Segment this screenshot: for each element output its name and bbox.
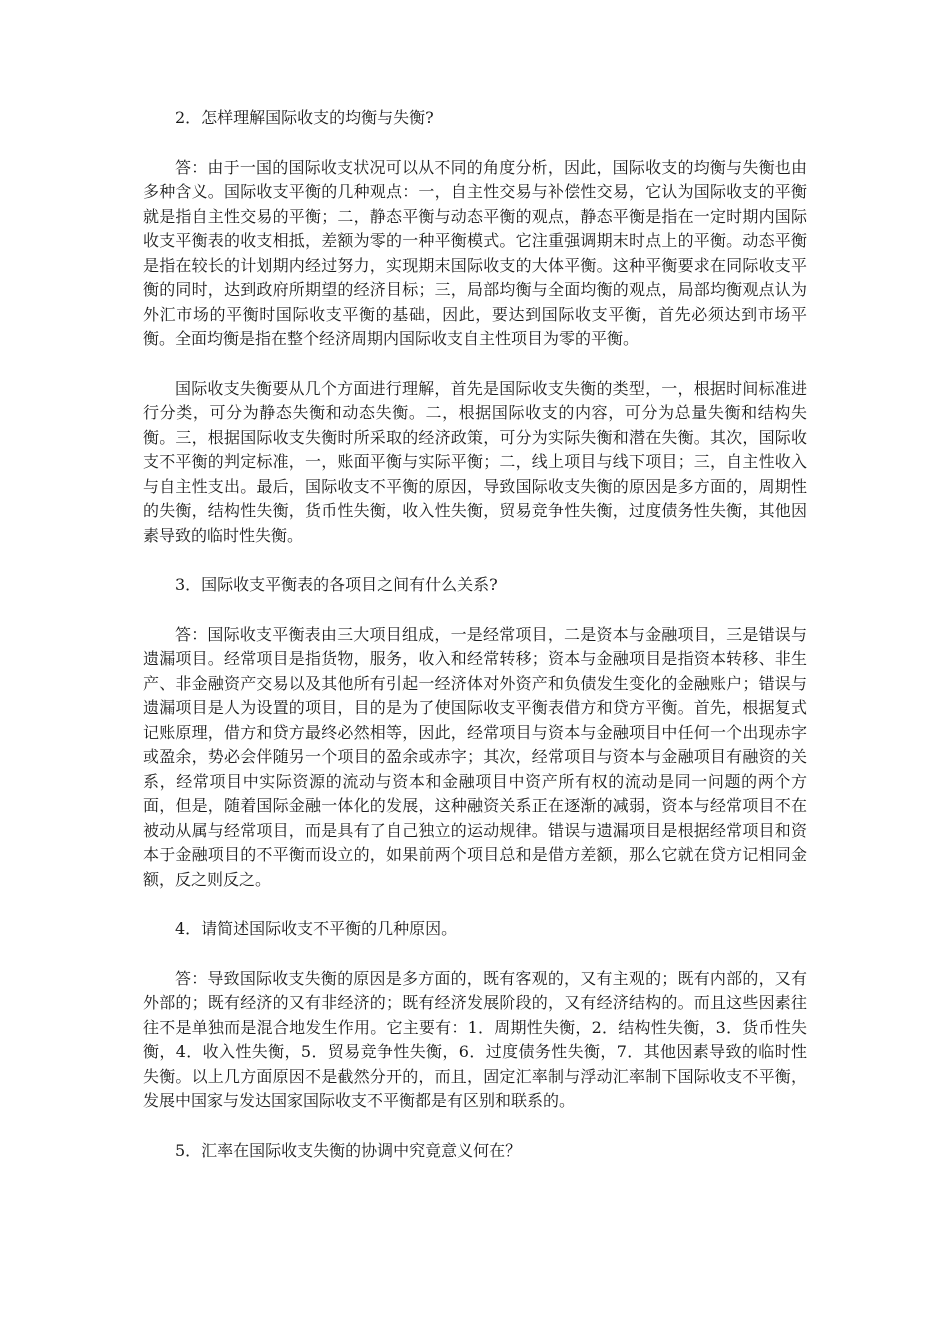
answer-4-paragraph-1: 答：导致国际收支失衡的原因是多方面的，既有客观的，又有主观的；既有内部的，又有外部的；既有经济的又有非经济的；既有经济发展阶段的，又有经济结构的。而且这些因素往往不是单独而是混合地发生作用。它主要有：1．周期性失衡，2．结构性失衡，3．货币性失衡，4．收入性失衡，5．贸易竞争性失衡，6．过度债务性失衡，7．其他因素导致的临时性失衡。以上几方面原因不是截然分开的，而且，固定汇率制与浮动汇率制下国际收支不平衡，发展中国家与发达国家国际收支不平衡都是有区别和联系的。 xyxy=(143,968,807,1110)
answer-3-paragraph-1: 答：国际收支平衡表由三大项目组成，一是经常项目，二是资本与金融项目，三是错误与遗漏项目。经常项目是指货物，服务，收入和经常转移；资本与金融项目是指资本转移、非生产、非金融资产交易以及其他所有引起一经济体对外资产和负债发生变化的金融账户；错误与遗漏项目是人为设置的项目，目的是为了使国际收支平衡表借方和贷方平衡。首先，根据复式记账原理，借方和贷方最终必然相等，因此，经常项目与资本与金融项目中任何一个出现赤字或盈余，势必会伴随另一个项目的盈余或赤字；其次，经常项目与资本与金融项目有融资的关系，经常项目中实际资源的流动与资本和金融项目中资产所有权的流动是同一问题的两个方面，但是，随着国际金融一体化的发展，这种融资关系正在逐渐的减弱，资本与经常项目不在被动从属与经常项目，而是具有了自己独立的运动规律。错误与遗漏项目是根据经常项目和资本于金融项目的不平衡而设立的，如果前两个项目总和是借方差额，那么它就在贷方记相同金额，反之则反之。 xyxy=(143,624,807,889)
document-body xyxy=(143,106,807,1163)
answer-2-paragraph-2: 国际收支失衡要从几个方面进行理解，首先是国际收支失衡的类型，一，根据时间标准进行分类，可分为静态失衡和动态失衡。二，根据国际收支的内容，可分为总量失衡和结构失衡。三，根据国际收支失衡时所采取的经济政策，可分为实际失衡和潜在失衡。其次，国际收支不平衡的判定标准，一，账面平衡与实际平衡；二，线上项目与线下项目；三，自主性收入与自主性支出。最后，国际收支不平衡的原因，导致国际收支失衡的原因是多方面的，周期性的失衡，结构性失衡，货币性失衡，收入性失衡，贸易竞争性失衡，过度债务性失衡，其他因素导致的临时性失衡。 xyxy=(143,378,807,545)
answer-2-paragraph-1: 答：由于一国的国际收支状况可以从不同的角度分析，因此，国际收支的均衡与失衡也由多种含义。国际收支平衡的几种观点：一，自主性交易与补偿性交易，它认为国际收支的平衡就是指自主性交易的平衡；二，静态平衡与动态平衡的观点，静态平衡是指在一定时期内国际收支平衡表的收支相抵，差额为零的一种平衡模式。它注重强调期末时点上的平衡。动态平衡是指在较长的计划期内经过努力，实现期末国际收支的大体平衡。这种平衡要求在同际收支平衡的同时，达到政府所期望的经济目标；三，局部均衡与全面均衡的观点，局部均衡观点认为外汇市场的平衡时国际收支平衡的基础，因此，要达到国际收支平衡，首先必须达到市场平衡。全面均衡是指在整个经济周期内国际收支自主性项目为零的平衡。 xyxy=(143,157,807,348)
question-2: 2．怎样理解国际收支的均衡与失衡? xyxy=(175,108,434,127)
question-3: 3．国际收支平衡表的各项目之间有什么关系? xyxy=(175,575,498,594)
question-4: 4．请简述国际收支不平衡的几种原因。 xyxy=(175,919,458,938)
question-5: 5．汇率在国际收支失衡的协调中究竟意义何在？ xyxy=(175,1140,522,1160)
